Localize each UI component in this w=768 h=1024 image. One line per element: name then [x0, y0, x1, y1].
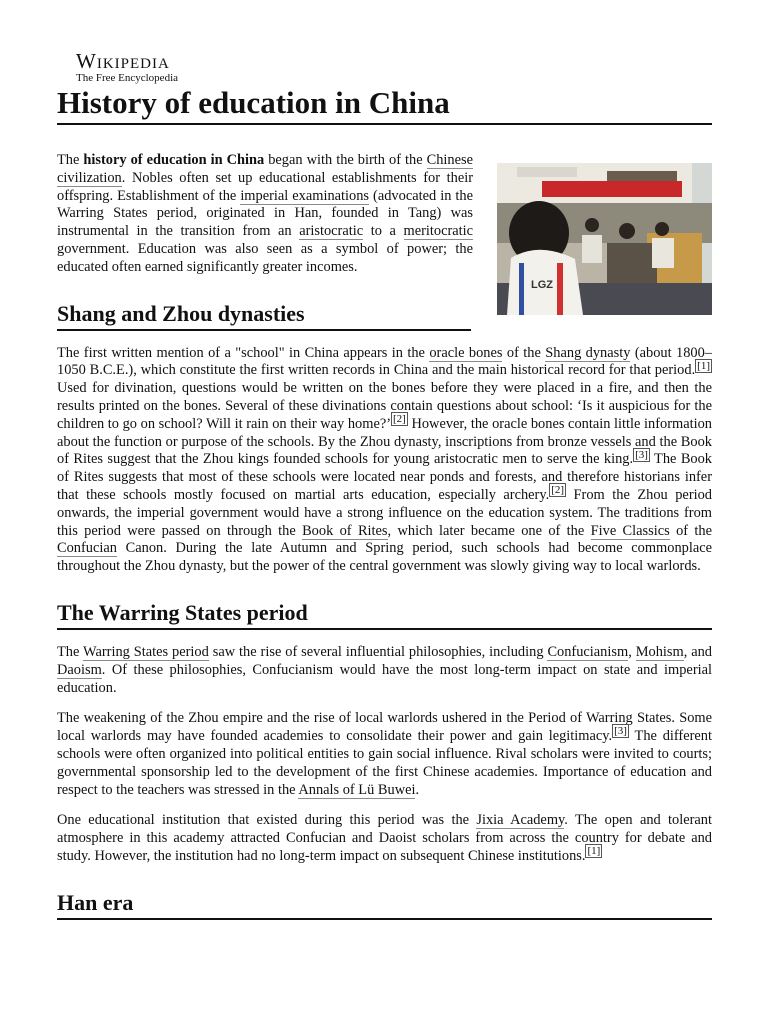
warring-paragraph-3	[57, 812, 712, 865]
citation-ref[interactable]: [2]	[551, 484, 565, 497]
svg-text:LGZ: LGZ	[531, 279, 553, 291]
warring-paragraph-1	[57, 644, 712, 697]
text-run: The weakening of the Zhou empire and the rise of local warlords ushered in the Period of Warring States. Some local warlords may have founded academies to consolidate their power and gain legitimacy.	[57, 710, 712, 745]
link-imperial-examinations[interactable]: imperial examinations	[240, 187, 370, 204]
classroom-photo[interactable]	[497, 163, 712, 315]
link-daoism[interactable]: Daoism	[57, 661, 102, 678]
text-run: Used for divination, questions would be written on the bones before they were placed in a fire, and then the results printed on the bones. Several of these divinations contain questions about school: ‘Is it auspicious for the children to go on school? Will it rain on their way home?’	[57, 380, 712, 432]
text-run: of the	[502, 344, 546, 361]
citation-ref[interactable]: [3]	[614, 725, 627, 738]
text-run: The different schools were often organized into political entities to gain social influence. Rival scholars were invited to courts; governmental sponsorship led to the development of the first Chinese academies. Importance of education and respect to the teachers was stressed in the	[57, 728, 712, 798]
citation-ref[interactable]: [1]	[697, 359, 710, 372]
logo-tagline: The Free Encyclopedia	[76, 72, 179, 84]
text-run: , and	[683, 643, 712, 660]
text-run: (about 1800–1050 B.C.E.), which constitute the first written records in China and the main historical record for that period.	[57, 344, 712, 379]
citation-ref[interactable]: [2]	[393, 412, 406, 425]
link-five-classics[interactable]: Five Classics	[590, 522, 670, 539]
link-oracle-bones[interactable]: oracle bones	[429, 344, 503, 361]
text-run: of the	[669, 522, 713, 539]
text-run: From the Zhou period onwards, the imperial government would have a strong influence on the education system. The traditions from this period were passed on through the	[57, 486, 712, 539]
text-run: One educational institution that existed during this period was the	[57, 812, 477, 829]
link-shang-dynasty[interactable]: Shang dynasty	[545, 344, 631, 361]
heading-warring-states: The Warring States period	[57, 598, 712, 630]
text-run: . Nobles often set up educational establishments for their offspring. Establishment of the	[57, 169, 473, 204]
text-run: ,	[628, 643, 636, 660]
text-run: The	[57, 643, 84, 660]
article-body	[57, 152, 712, 934]
link-warring-states-period[interactable]: Warring States period	[83, 643, 209, 660]
warring-paragraph-2	[57, 710, 712, 799]
text-run: began with the birth of the	[264, 152, 427, 168]
citation-ref[interactable]: [1]	[587, 845, 601, 858]
wikipedia-logo[interactable]	[76, 50, 206, 84]
text-run: The Book of Rites suggests that most of these schools were located near ponds and forests, and therefore historians infer that these schools mostly focused on martial arts education, especially archery.	[57, 451, 712, 503]
text-run: . Of these philosophies, Confucianism would have the most long-term impact on state and imperial education.	[57, 661, 712, 696]
text-run: The	[57, 152, 84, 168]
text-run: . The open and tolerant atmosphere in this academy attracted Confucian and Daoist scholars from across the country for debate and study. However, the institution had no long-term impact on subsequent Chinese institutions.	[57, 812, 712, 864]
subject-bold: history of education in China	[83, 152, 265, 168]
link-book-of-rites[interactable]: Book of Rites	[302, 522, 388, 539]
page-title: History of education in China	[57, 84, 712, 125]
heading-han-era: Han era	[57, 888, 712, 920]
link-mohism[interactable]: Mohism	[635, 643, 684, 660]
text-run: , which later became one of the	[387, 522, 591, 539]
text-run: However, the oracle bones contain little information about the function or purpose of the schools. By the Zhou dynasty, inscriptions from bronze vessels and the Book of Rites suggest that the Zhou kings founded schools for young aristocratic men to serve the king.	[57, 415, 712, 468]
logo-wordmark: Wikipedia	[76, 49, 170, 73]
heading-shang-zhou: Shang and Zhou dynasties	[57, 299, 471, 331]
shang-zhou-paragraph	[57, 345, 712, 576]
link-confucianism[interactable]: Confucianism	[547, 643, 629, 660]
link-meritocratic[interactable]: meritocratic	[403, 223, 474, 240]
text-run: .	[415, 781, 420, 798]
text-run: government. Education was also seen as a symbol of power; the educated often earned significantly greater incomes.	[57, 240, 473, 275]
text-run: The first written mention of a "school" in China appears in the	[57, 344, 430, 361]
link-chinese-civilization[interactable]: Chinese civilization	[57, 152, 473, 186]
citation-ref[interactable]: [3]	[635, 448, 648, 461]
text-run: Canon. During the late Autumn and Spring period, such schools had become commonplace throughout the Zhou dynasty, but the power of the central government was slowly giving way to local warlords.	[57, 540, 712, 575]
link-annals-of-lu-buwei[interactable]: Annals of Lü Buwei	[298, 781, 416, 798]
text-run: saw the rise of several influential philosophies, including	[208, 643, 548, 660]
link-jixia-academy[interactable]: Jixia Academy	[476, 812, 565, 829]
text-run: to a	[363, 223, 404, 240]
classroom-photo-image	[497, 163, 712, 315]
text-run: (advocated in the Warring States period, originated in Han, founded in Tang) was instrumental in the transition from an	[57, 187, 474, 240]
link-aristocratic[interactable]: aristocratic	[299, 223, 364, 240]
link-confucian[interactable]: Confucian	[57, 540, 117, 557]
